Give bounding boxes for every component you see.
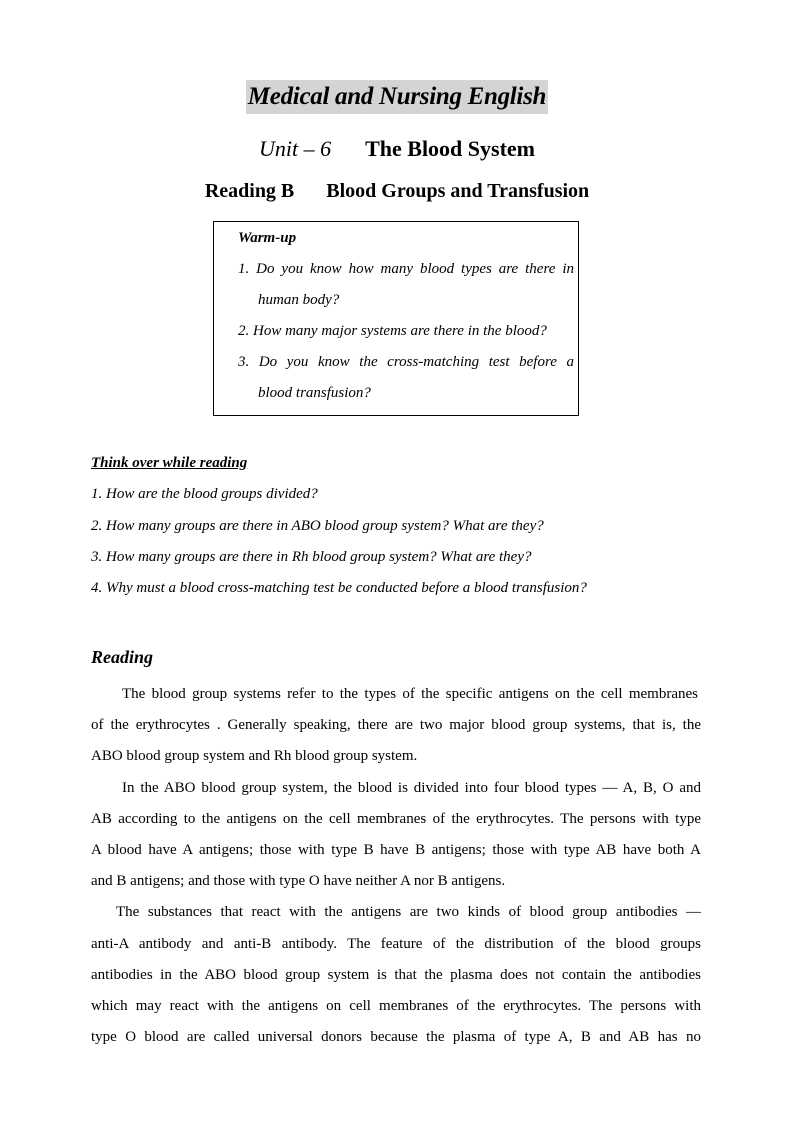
reading-line: ABO blood group system and Rh blood group system. (91, 748, 418, 764)
reading-line: antibodies in the ABO blood group system is that the plasma does not contain the antibodies (91, 967, 701, 983)
think-question-1: 1. How are the blood groups divided? (91, 486, 318, 502)
warmup-box (213, 221, 579, 416)
reading-line: The substances that react with the antigens are two kinds of blood group antibodies — (116, 904, 701, 920)
reading-line: of the erythrocytes . Generally speaking, there are two major blood group systems, that is, the (91, 717, 701, 733)
warmup-question-1-cont: human body? (258, 292, 340, 308)
course-title (0, 80, 794, 114)
think-question-4: 4. Why must a blood cross-matching test be conducted before a blood transfusion? (91, 580, 587, 596)
warmup-question-2: 2. How many major systems are there in the blood? (238, 323, 547, 339)
unit-title: The Blood System (365, 136, 536, 161)
warmup-title: Warm-up (238, 230, 297, 246)
reading-line: In the ABO blood group system, the blood is divided into four blood types — A, B, O and (122, 780, 701, 796)
warmup-question-3-cont: blood transfusion? (258, 385, 371, 401)
reading-line: AB according to the antigens on the cell membranes of the erythrocytes. The persons with type (91, 811, 701, 827)
unit-label: Unit – 6 (258, 136, 332, 161)
unit-heading (0, 136, 794, 162)
course-title-text: Medical and Nursing English (246, 80, 548, 114)
think-question-2: 2. How many groups are there in ABO blood group system? What are they? (91, 518, 544, 534)
think-over-title: Think over while reading (91, 455, 248, 471)
reading-label: Reading B (204, 180, 295, 202)
warmup-question-3: 3. Do you know the cross-matching test before a (238, 354, 574, 370)
reading-line: and B antigens; and those with type O have neither A nor B antigens. (91, 873, 506, 889)
reading-line: The blood group systems refer to the types of the specific antigens on the cell membranes (122, 686, 698, 702)
reading-title: Blood Groups and Transfusion (326, 180, 590, 202)
warmup-question-1: 1. Do you know how many blood types are there in (238, 261, 574, 277)
reading-line: anti-A antibody and anti-B antibody. The feature of the distribution of the blood groups (91, 936, 701, 952)
reading-line: type O blood are called universal donors because the plasma of type A, B and AB has no (91, 1029, 701, 1045)
reading-heading-line (0, 180, 794, 203)
reading-line: which may react with the antigens on cell membranes of the erythrocytes. The persons with (91, 998, 701, 1014)
reading-line: A blood have A antigens; those with type B have B antigens; those with type AB have both A (91, 842, 701, 858)
reading-section-heading: Reading (91, 647, 154, 667)
think-question-3: 3. How many groups are there in Rh blood group system? What are they? (91, 549, 532, 565)
